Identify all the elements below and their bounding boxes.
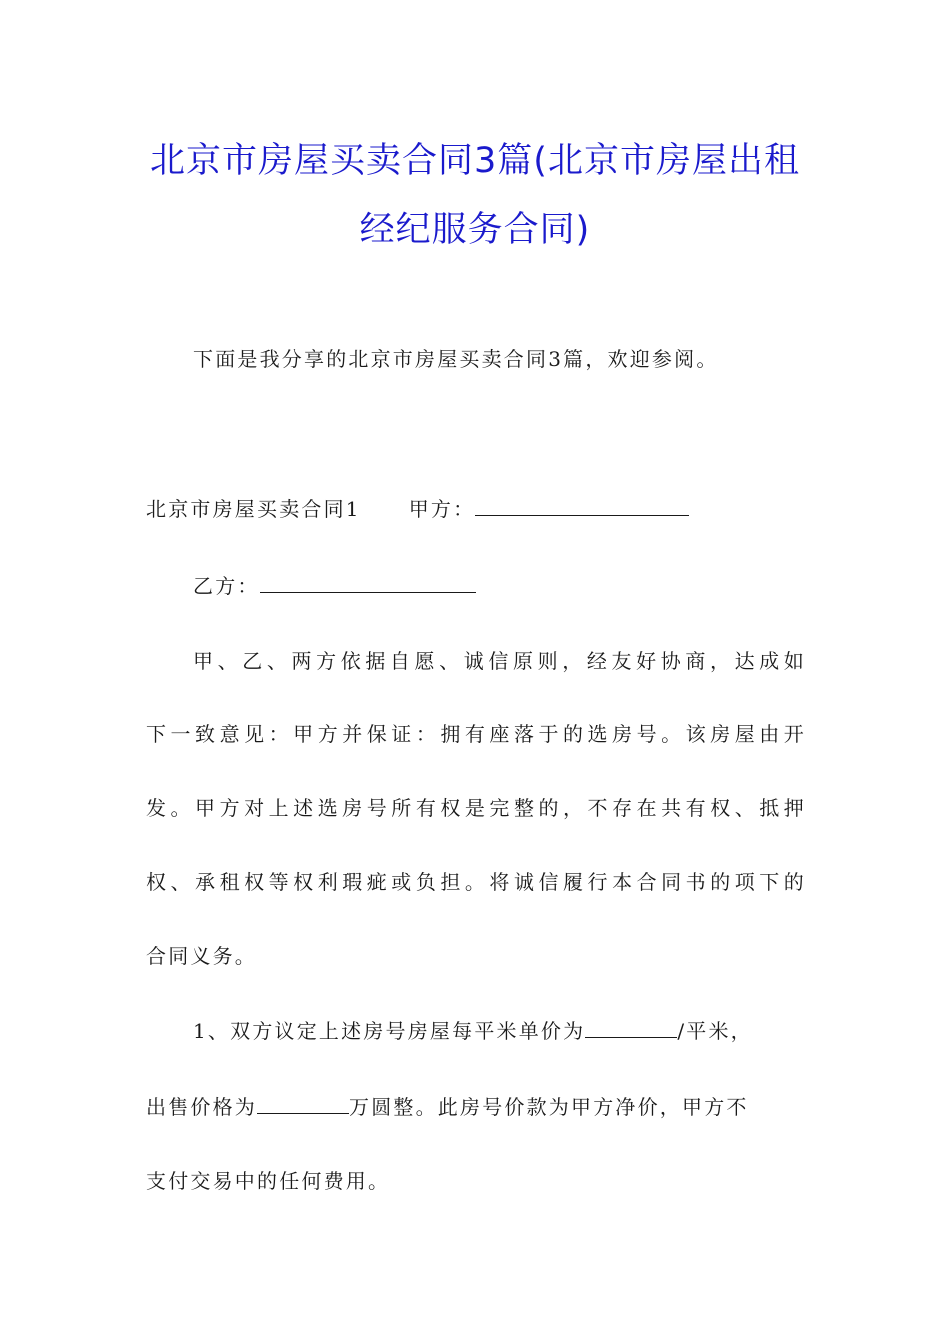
- party-b-label: 乙方：: [193, 574, 260, 598]
- paragraph1-line: 下一致意见：甲方并保证：拥有座落于的选房号。该房屋由开: [146, 722, 806, 746]
- contract-heading-row: [146, 494, 806, 524]
- document-title-line-1: 北京市房屋买卖合同3篇(北京市房屋出租: [150, 141, 800, 181]
- clause1-price-label: 出售价格为: [146, 1095, 257, 1119]
- clause1-text: 1、双方议定上述房号房屋每平米单价为: [193, 1019, 586, 1043]
- paragraph1-line: 合同义务。: [146, 944, 257, 968]
- clause1-unit: /平米，: [677, 1019, 753, 1043]
- clause1-line-1: [193, 1016, 806, 1046]
- contract-heading: 北京市房屋买卖合同1: [146, 497, 361, 521]
- total-price-blank: [257, 1093, 349, 1114]
- party-a-blank: [475, 495, 689, 516]
- paragraph1-line: 权、承租权等权利瑕疵或负担。将诚信履行本合同书的项下的: [146, 870, 806, 894]
- paragraph1-line: 发。甲方对上述选房号所有权是完整的，不存在共有权、抵押: [146, 796, 806, 820]
- intro-paragraph: 下面是我分享的北京市房屋买卖合同3篇，欢迎参阅。: [193, 347, 719, 371]
- paragraph1-line: 甲、乙、两方依据自愿、诚信原则，经友好协商，达成如: [193, 649, 806, 673]
- clause1-line-2: [146, 1092, 806, 1122]
- party-a-label: 甲方：: [408, 497, 476, 521]
- party-b-blank: [260, 572, 476, 593]
- document-title-line-2: 经纪服务合同): [359, 210, 591, 250]
- clause1-price-text: 万圆整。此房号价款为甲方净价，甲方不: [349, 1095, 749, 1119]
- party-b-row: [193, 571, 806, 601]
- clause1-line-3: 支付交易中的任何费用。: [146, 1169, 391, 1193]
- unit-price-blank: [585, 1017, 677, 1038]
